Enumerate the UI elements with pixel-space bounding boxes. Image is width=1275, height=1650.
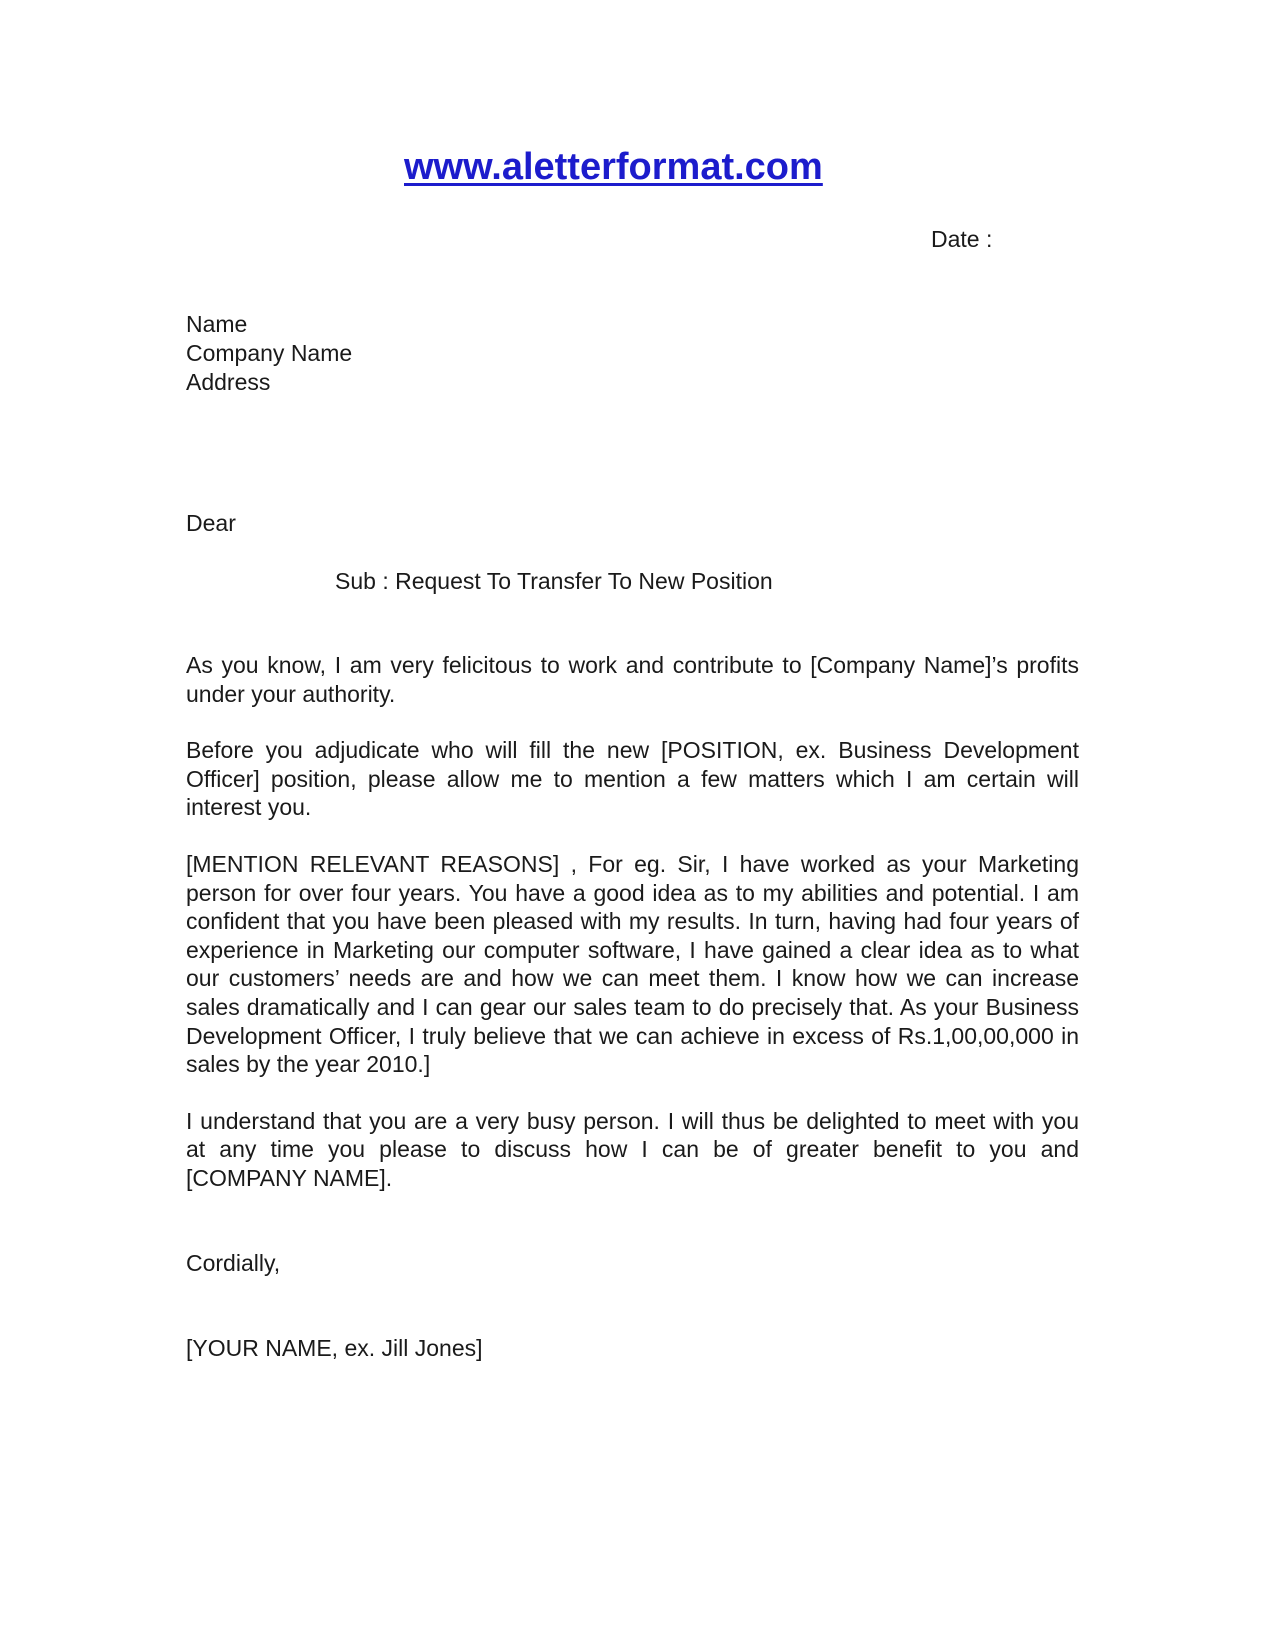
signature: [YOUR NAME, ex. Jill Jones] — [186, 1335, 483, 1361]
recipient-block — [186, 310, 352, 397]
salutation: Dear — [186, 510, 236, 536]
recipient-address: Address — [186, 369, 271, 395]
closing: Cordially, — [186, 1250, 281, 1276]
body-paragraph: As you know, I am very felicitous to work and contribute to [Company Name]’s profits under your authority. — [186, 652, 1079, 707]
date-label: Date : — [931, 226, 993, 252]
body-paragraph: I understand that you are a very busy person. I will thus be delighted to meet with you at any time you please to discuss how I can be of greater benefit to you and [COMPANY NAME]. — [186, 1107, 1079, 1191]
body-paragraph: Before you adjudicate who will fill the new [POSITION, ex. Business Development Officer] position, please allow me to mention a few matters which I am certain will interest you. — [186, 737, 1079, 821]
recipient-company: Company Name — [186, 340, 353, 366]
letter-body — [186, 651, 1079, 1221]
subject-line: Sub : Request To Transfer To New Position — [335, 568, 773, 594]
website-link[interactable]: www.aletterformat.com — [404, 146, 823, 188]
body-paragraph: [MENTION RELEVANT REASONS] , For eg. Sir, I have worked as your Marketing person for over four years. You have a good idea as to my abilities and potential. I am confident that you have been pleased with my results. In turn, having had four years of experience in Marketing our computer software, I have gained a clear idea as to what our customers’ needs are and how we can meet them. I know how we can increase sales dramatically and I can gear our sales team to do precisely that. As your Business Development Officer, I truly believe that we can achieve in excess of Rs.1,00,00,000 in sales by the year 2010.] — [186, 850, 1079, 1078]
recipient-name: Name — [186, 311, 248, 337]
